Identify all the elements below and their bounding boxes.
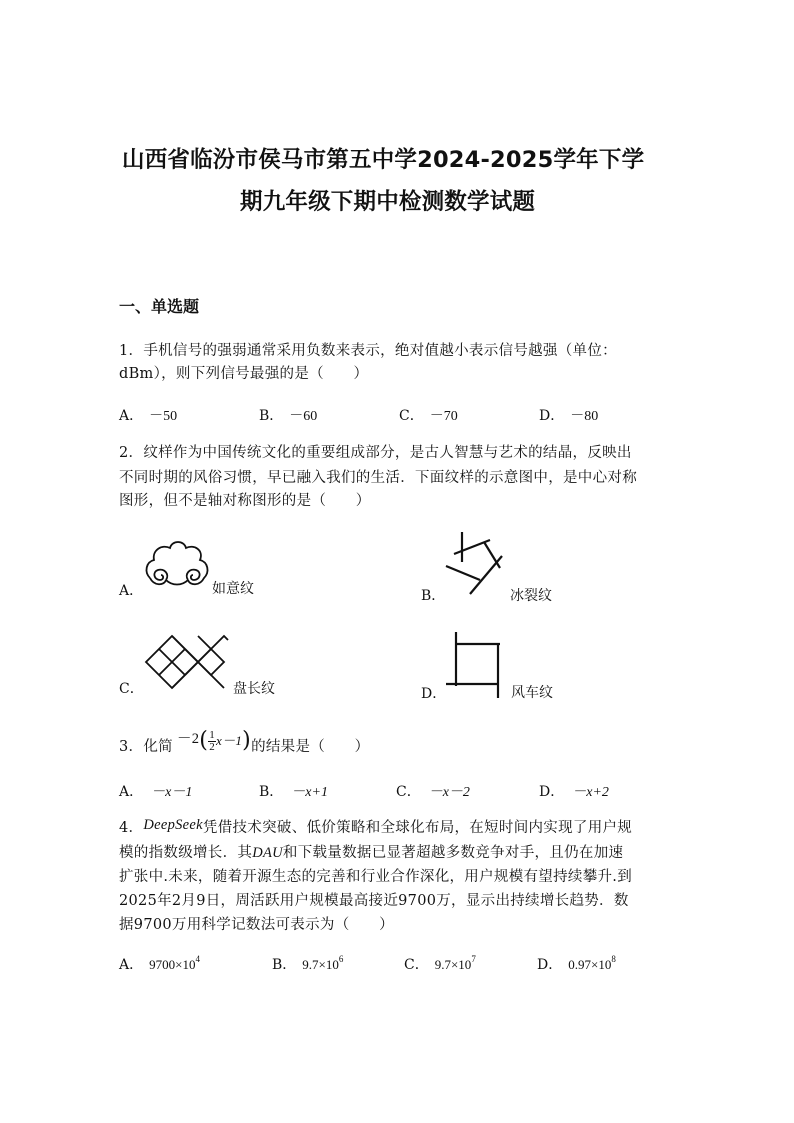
q2-option-b-caption: 冰裂纹 bbox=[510, 588, 552, 604]
q1-option-d[interactable]: D． －80 bbox=[539, 408, 599, 424]
q2-option-a-caption: 如意纹 bbox=[212, 581, 254, 597]
q3-option-c[interactable]: C． －x－2 bbox=[396, 784, 470, 800]
q4-option-b[interactable]: B． $9.7\times 10^6$ bbox=[272, 954, 344, 973]
q4-brand-name: DeepSeek bbox=[143, 817, 203, 833]
q2-option-b-letter[interactable]: B． bbox=[421, 588, 446, 604]
q2-option-c-caption: 盘长纹 bbox=[233, 681, 275, 697]
document-title-line-2: 期九年级下期中检测数学试题 bbox=[240, 189, 536, 215]
document-title-line-1: 山西省临汾市侯马市第五中学2024-2025学年下学 bbox=[122, 147, 645, 173]
q3-coefficient: －2 bbox=[176, 731, 200, 747]
q2-option-d-letter[interactable]: D． bbox=[421, 686, 447, 702]
ice-crack-pattern-icon bbox=[444, 532, 514, 600]
question-2-line-1: 2．纹样作为中国传统文化的重要组成部分，是古人智慧与艺术的结晶，反映出 bbox=[119, 445, 632, 461]
q3-expr-rest: x－1 bbox=[216, 733, 243, 748]
question-3-text: 3．化简 －2( $\frac{1}{2}$ x－1)的结果是（ ） bbox=[119, 728, 370, 755]
q1-option-a[interactable]: A． －50 bbox=[119, 408, 178, 424]
q2-option-d-caption: 风车纹 bbox=[511, 685, 553, 701]
q3-option-b[interactable]: B． －x+1 bbox=[259, 784, 328, 800]
q4-option-c[interactable]: C． $9.7\times 10^7$ bbox=[404, 954, 476, 973]
ruyi-pattern-icon bbox=[142, 538, 212, 596]
q4-option-a[interactable]: A． $9700\times 10^4$ bbox=[119, 954, 200, 973]
q4-option-d[interactable]: D． $0.97\times 10^8$ bbox=[537, 954, 616, 973]
question-1-line-1: 1．手机信号的强弱通常采用负数来表示，绝对值越小表示信号越强（单位： bbox=[119, 343, 617, 359]
q3-option-a[interactable]: A． －x－1 bbox=[119, 784, 193, 800]
question-4-line-3: 扩张中.未来，随着开源生态的完善和行业合作深化，用户规模有望持续攀升.到 bbox=[119, 869, 633, 885]
question-1-line-2: dBm），则下列信号最强的是（ ） bbox=[119, 366, 369, 382]
question-4-line-4: 2025年2月9日，周活跃用户规模最高接近9700万，显示出持续增长趋势．数 bbox=[119, 893, 629, 909]
question-2-line-3: 图形，但不是轴对称图形的是（ ） bbox=[119, 493, 371, 509]
q1-option-b[interactable]: B． －60 bbox=[259, 408, 318, 424]
q1-option-c[interactable]: C． －70 bbox=[399, 408, 458, 424]
q3-fraction: $\frac{1}{2}$ bbox=[209, 728, 215, 753]
section-heading-single-choice: 一、单选题 bbox=[119, 297, 200, 316]
q4-dau: DAU bbox=[252, 845, 283, 861]
q3-option-d[interactable]: D． －x+2 bbox=[539, 784, 609, 800]
question-4-line-5: 据9700万用科学记数法可表示为（ ） bbox=[119, 917, 394, 933]
windmill-pattern-icon bbox=[444, 630, 506, 702]
q2-option-a-letter[interactable]: A． bbox=[119, 583, 144, 599]
q2-option-c-letter[interactable]: C． bbox=[119, 681, 144, 697]
question-4-line-2: 模的指数级增长．其DAU和下载量数据已显著超越多数竞争对手，且仍在加速 bbox=[119, 845, 624, 861]
panchang-pattern-icon bbox=[142, 632, 232, 692]
question-4-line-1: 4．DeepSeek凭借技术突破、低价策略和全球化布局，在短时间内实现了用户规 bbox=[119, 817, 633, 836]
question-2-line-2: 不同时期的风俗习惯，早已融入我们的生活．下面纹样的示意图中，是中心对称 bbox=[119, 470, 637, 486]
